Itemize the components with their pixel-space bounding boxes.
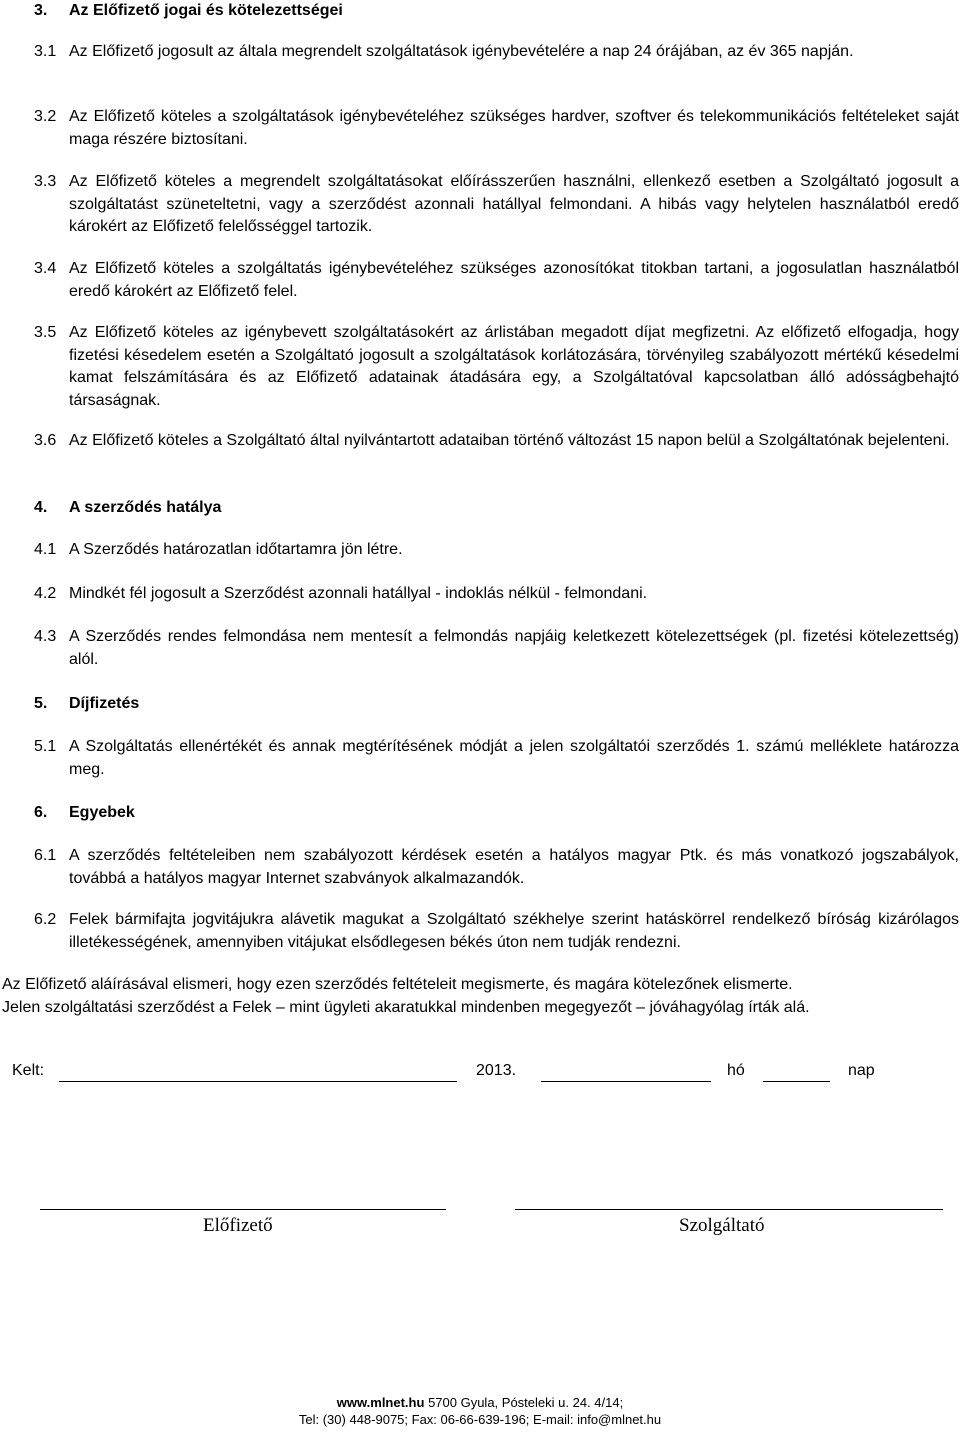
clause — [34, 539, 959, 562]
clause — [34, 845, 959, 890]
section-heading — [34, 693, 139, 715]
footer — [0, 1394, 960, 1428]
place-line — [59, 1081, 457, 1082]
day-label: nap — [848, 1062, 875, 1079]
section-heading — [34, 0, 343, 22]
section-heading — [34, 802, 135, 824]
date-place-row — [0, 1062, 960, 1086]
clause-text: Felek bármifajta jogvitájukra alávetik magukat a Szolgáltató székhelye szerint hatáskörrel rendelkező bíróság kizárólagos illetékességének, amennyiben vitájukat elsődlegesen békés úton nem tudják rendezni. — [69, 911, 959, 951]
clause-number: 3.1 — [34, 43, 57, 60]
subscriber-signature-line — [40, 1209, 446, 1210]
clause-text: Az Előfizető köteles az igénybevett szolgáltatásokért az árlistában megadott díjat megfizetni. Az előfizető elfogadja, hogy fizetési késedelem esetén a Szolgáltató jogosult a szolgáltatások korlátozására, törvényileg szabályozott mértékű késedelmi kamat felszámítására és az Előfizető adatainak átadására egy, a Szolgáltatóval kapcsolatban álló adósságbehajtó társaságnak. — [69, 324, 959, 409]
clause-text: A Szerződés rendes felmondása nem mentesít a felmondás napjáig keletkezett kötelezettségek (pl. fizetési kötelezettség) alól. — [69, 628, 959, 668]
clause-text: Az Előfizető jogosult az általa megrendelt szolgáltatások igénybevételére a nap 24 órájában, az év 365 napján. — [69, 43, 854, 60]
section-number: 6. — [34, 804, 48, 821]
closing-line: Jelen szolgáltatási szerződést a Felek – mint ügyleti akaratukkal mindenben megegyezőt – jóváhagyólag írták alá. — [2, 998, 810, 1016]
section-heading — [34, 497, 221, 519]
clause-text: Mindkét fél jogosult a Szerződést azonnali hatállyal - indoklás nélkül - felmondani. — [69, 585, 648, 602]
clause — [34, 171, 959, 239]
clause-number: 3.5 — [34, 324, 57, 341]
clause — [34, 41, 959, 64]
day-line — [763, 1081, 830, 1082]
section-title: A szerződés hatálya — [69, 499, 222, 516]
provider-signature-line — [515, 1209, 943, 1210]
section-title: Díjfizetés — [69, 695, 140, 712]
clause-number: 4.3 — [34, 628, 57, 645]
clause-text: A szerződés feltételeiben nem szabályozott kérdések esetén a hatályos magyar Ptk. és más vonatkozó jogszabályok, továbbá a hatályos magyar Internet szabványok alkalmazandók. — [69, 847, 959, 887]
year-label: 2013. — [476, 1062, 517, 1079]
subscriber-signature-label: Előfizető — [203, 1215, 273, 1236]
section-title: Az Előfizető jogai és kötelezettségei — [69, 2, 343, 19]
clause — [34, 626, 959, 671]
section-number: 3. — [34, 2, 48, 19]
clause-number: 6.1 — [34, 847, 57, 864]
clause-number: 3.4 — [34, 260, 57, 277]
clause-number: 3.6 — [34, 432, 57, 449]
clause — [34, 909, 959, 954]
clause-text: Az Előfizető köteles a megrendelt szolgáltatásokat előírásszerűen használni, ellenkező esetben a Szolgáltató jogosult a szolgáltatást szüneteltetni, vagy a szerződést azonnali hatállyal felmondani. A hibás vagy helytelen használatból eredő károkért az Előfizető felelősséggel tartozik. — [69, 173, 959, 235]
clause-text: A Szerződés határozatlan időtartamra jön létre. — [69, 541, 403, 558]
clause — [34, 583, 959, 606]
footer-contacts: Tel: (30) 448-9075; Fax: 06-66-639-196; E-mail: info@mlnet.hu — [298, 1412, 662, 1427]
kelt-label: Kelt: — [12, 1062, 45, 1079]
closing-statement — [2, 974, 960, 1019]
clause — [34, 258, 959, 303]
month-label: hó — [727, 1062, 745, 1079]
clause-number: 4.1 — [34, 541, 57, 558]
clause — [34, 430, 959, 453]
clause — [34, 736, 959, 781]
clause-text: Az Előfizető köteles a szolgáltatás igénybevételéhez szükséges azonosítókat titokban tartani, a jogosulatlan használatból eredő károkért az Előfizető felel. — [69, 260, 959, 300]
section-title: Egyebek — [69, 804, 135, 821]
clause — [34, 106, 959, 151]
clause-number: 4.2 — [34, 585, 57, 602]
clause-text: A Szolgáltatás ellenértékét és annak megtérítésének módját a jelen szolgáltatói szerződés 1. számú melléklete határozza meg. — [69, 738, 959, 778]
clause-text: Az Előfizető köteles a szolgáltatások igénybevételéhez szükséges hardver, szoftver és telekommunikációs feltételeket saját maga részére biztosítani. — [69, 108, 959, 148]
footer-address: 5700 Gyula, Pósteleki u. 24. 4/14; — [428, 1395, 624, 1410]
clause-number: 5.1 — [34, 738, 57, 755]
clause-text: Az Előfizető köteles a Szolgáltató által nyilvántartott adataiban történő változást 15 napon belül a Szolgáltatónak bejelenteni. — [69, 432, 950, 449]
clause — [34, 322, 959, 412]
provider-signature-label: Szolgáltató — [679, 1215, 765, 1236]
clause-number: 6.2 — [34, 911, 57, 928]
section-number: 4. — [34, 499, 48, 516]
month-line — [541, 1081, 711, 1082]
clause-number: 3.2 — [34, 108, 57, 125]
footer-website: www.mlnet.hu — [336, 1395, 425, 1410]
clause-number: 3.3 — [34, 173, 57, 190]
section-number: 5. — [34, 695, 48, 712]
closing-line: Az Előfizető aláírásával elismeri, hogy ezen szerződés feltételeit megismerte, és magára kötelezőnek elismerte. — [2, 976, 793, 993]
footer-address-line — [0, 1394, 960, 1411]
